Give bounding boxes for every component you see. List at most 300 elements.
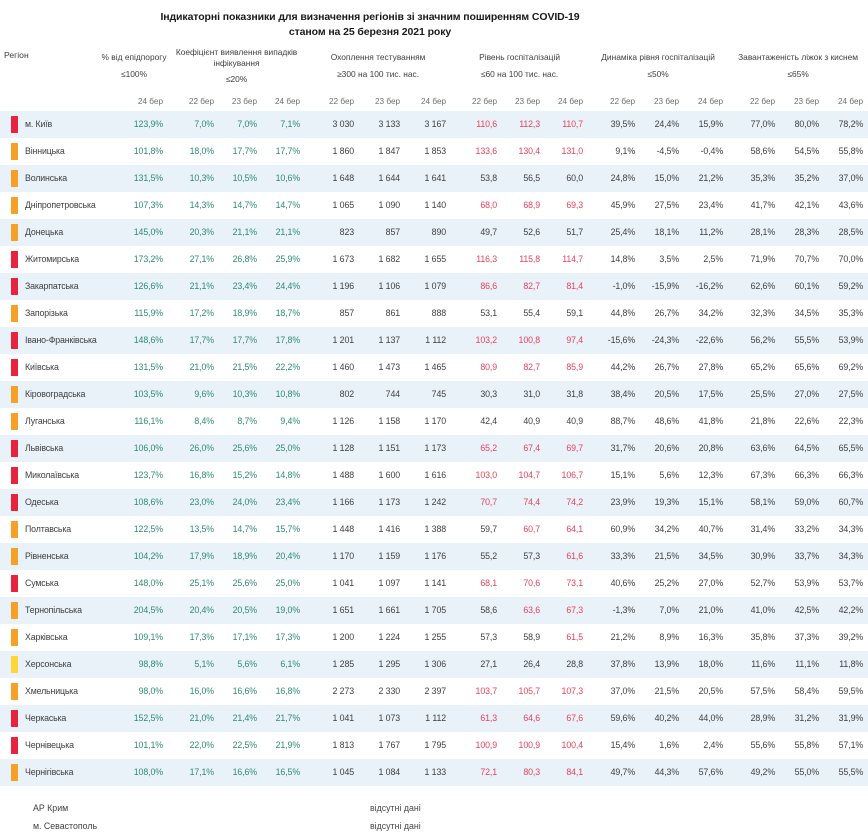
gap [168, 516, 176, 543]
hospitalization-dynamics-value-0: 59,6% [610, 713, 636, 723]
date-header-dyn-24: 24 бер [697, 96, 724, 106]
hospitalization-level-value-2: 73,1 [566, 578, 584, 588]
table-row[interactable] [0, 273, 868, 300]
gap [728, 678, 736, 705]
oxygen-beds-load-value-1: 35,2% [794, 173, 820, 183]
hospitalization-dynamics-value-1: 7,0% [659, 605, 680, 615]
detection-rate-value-1: 23,4% [232, 281, 258, 291]
risk-level-marker-cell [0, 489, 22, 516]
detection-rate-value-2: 10,8% [275, 389, 301, 399]
oxygen-beds-load-value-0: 55,6% [750, 740, 776, 750]
gap [728, 192, 736, 219]
detection-rate-value-0: 20,4% [189, 605, 215, 615]
hospitalization-dynamics-value-2: 44,0% [698, 713, 724, 723]
footer-row-sevastopol [0, 817, 740, 835]
risk-level-marker-cell [0, 300, 22, 327]
group-title-epi: % від епідпорогу [101, 52, 167, 63]
table-row[interactable] [0, 624, 868, 651]
hospitalization-level-value-1: 58,9 [523, 632, 541, 642]
oxygen-beds-load-value-1: 65,6% [794, 362, 820, 372]
risk-level-marker-orange [11, 413, 18, 430]
hospitalization-level-value-2: 106,7 [561, 470, 584, 480]
table-row[interactable] [0, 219, 868, 246]
gap [305, 192, 313, 219]
testing-coverage-value-2: 1 705 [424, 605, 447, 615]
hospitalization-level-value-0: 65,2 [480, 443, 498, 453]
risk-level-marker-yellow [11, 656, 18, 673]
hospitalization-level-value-2: 97,4 [566, 335, 584, 345]
hospitalization-level-value-1: 70,6 [523, 578, 541, 588]
group-criterion-epi: ≤100% [121, 68, 148, 79]
table-row[interactable] [0, 543, 868, 570]
testing-coverage-value-1: 1 600 [378, 470, 401, 480]
hospitalization-dynamics-value-0: 88,7% [610, 416, 636, 426]
detection-rate-value-1: 24,0% [232, 497, 258, 507]
gap [305, 705, 313, 732]
risk-level-marker-orange [11, 548, 18, 565]
gap [451, 300, 459, 327]
gap [728, 759, 736, 786]
risk-level-marker-red [11, 494, 18, 511]
oxygen-beds-load-value-2: 31,9% [838, 713, 864, 723]
hospitalization-dynamics-value-1: 1,6% [659, 740, 680, 750]
gap [305, 516, 313, 543]
gap [168, 408, 176, 435]
gap [305, 111, 313, 138]
table-row[interactable] [0, 489, 868, 516]
group-criterion-dynamics: ≤50% [647, 68, 669, 79]
testing-coverage-value-2: 1 853 [424, 146, 447, 156]
detection-rate-value-1: 20,5% [232, 605, 258, 615]
hospitalization-level-value-2: 69,3 [566, 200, 584, 210]
gap [588, 86, 596, 111]
gap [168, 759, 176, 786]
hospitalization-dynamics-value-1: 26,7% [654, 308, 680, 318]
hospitalization-dynamics-value-0: 40,6% [610, 578, 636, 588]
detection-rate-value-0: 7,0% [194, 119, 215, 129]
testing-coverage-value-0: 2 273 [332, 686, 355, 696]
gap [451, 192, 459, 219]
gap [168, 165, 176, 192]
gap [451, 273, 459, 300]
gap [588, 570, 596, 597]
detection-rate-value-2: 16,8% [275, 686, 301, 696]
testing-coverage-value-1: 1 090 [378, 200, 401, 210]
hospitalization-dynamics-value-2: 20,8% [698, 443, 724, 453]
region-name: Вінницька [25, 146, 65, 156]
footer-region-note: відсутні дані [370, 820, 421, 831]
testing-coverage-value-2: 1 388 [424, 524, 447, 534]
epi-threshold-value: 108,0% [133, 767, 164, 777]
region-name: Рівненська [25, 551, 69, 561]
hospitalization-level-value-2: 84,1 [566, 767, 584, 777]
table-row[interactable] [0, 354, 868, 381]
detection-rate-value-0: 21,0% [189, 362, 215, 372]
detection-rate-value-1: 25,6% [232, 443, 258, 453]
oxygen-beds-load-value-2: 34,3% [838, 551, 864, 561]
gap [168, 651, 176, 678]
gap [728, 462, 736, 489]
oxygen-beds-load-value-0: 25,5% [750, 389, 776, 399]
table-row[interactable] [0, 462, 868, 489]
hospitalization-dynamics-value-2: 2,5% [703, 254, 724, 264]
gap [168, 86, 176, 111]
region-name: Донецька [25, 227, 64, 237]
detection-rate-value-0: 13,5% [189, 524, 215, 534]
epi-threshold-value: 101,1% [133, 740, 164, 750]
detection-rate-value-1: 15,2% [232, 470, 258, 480]
hospitalization-level-value-2: 85,9 [566, 362, 584, 372]
date-header-detection-22: 22 бер [188, 96, 215, 106]
gap [305, 354, 313, 381]
testing-coverage-value-2: 2 397 [424, 686, 447, 696]
oxygen-beds-load-value-2: 59,2% [838, 281, 864, 291]
gap [305, 543, 313, 570]
hospitalization-dynamics-value-1: 40,2% [654, 713, 680, 723]
oxygen-beds-load-value-1: 42,5% [794, 605, 820, 615]
hospitalization-level-value-1: 68,9 [523, 200, 541, 210]
oxygen-beds-load-value-2: 55,5% [838, 767, 864, 777]
region-name: Черкаська [25, 713, 67, 723]
testing-coverage-value-2: 1 641 [424, 173, 447, 183]
epi-threshold-value: 116,1% [134, 416, 164, 426]
table-row[interactable] [0, 192, 868, 219]
oxygen-beds-load-value-2: 43,6% [838, 200, 864, 210]
gap [305, 678, 313, 705]
detection-rate-value-2: 10,6% [275, 173, 301, 183]
testing-coverage-value-1: 744 [385, 389, 401, 399]
risk-level-marker-orange [11, 170, 18, 187]
oxygen-beds-load-value-1: 70,7% [794, 254, 820, 264]
oxygen-beds-load-value-1: 42,1% [794, 200, 820, 210]
hospitalization-level-value-0: 103,7 [475, 686, 498, 696]
risk-level-marker-cell [0, 435, 22, 462]
table-row[interactable] [0, 597, 868, 624]
oxygen-beds-load-value-2: 60,7% [838, 497, 864, 507]
risk-level-marker-cell [0, 165, 22, 192]
gap [588, 678, 596, 705]
gap [588, 354, 596, 381]
group-title-testing: Охоплення тестуванням [330, 52, 426, 63]
testing-coverage-value-2: 888 [431, 308, 447, 318]
detection-rate-value-1: 10,5% [232, 173, 258, 183]
gap [728, 219, 736, 246]
detection-rate-value-0: 8,4% [194, 416, 215, 426]
hospitalization-level-value-1: 31,0 [523, 389, 541, 399]
risk-level-marker-cell [0, 111, 22, 138]
detection-rate-value-0: 16,0% [189, 686, 215, 696]
hospitalization-dynamics-value-2: 20,5% [698, 686, 724, 696]
hospitalization-dynamics-value-1: 48,6% [654, 416, 680, 426]
hospitalization-level-value-0: 100,9 [475, 740, 498, 750]
hospitalization-level-value-0: 27,1 [480, 659, 498, 669]
hospitalization-dynamics-value-2: 57,6% [698, 767, 724, 777]
detection-rate-value-1: 8,7% [237, 416, 258, 426]
testing-coverage-value-1: 1 473 [378, 362, 401, 372]
gap [728, 273, 736, 300]
hospitalization-level-value-1: 82,7 [523, 362, 541, 372]
testing-coverage-value-0: 1 041 [332, 578, 355, 588]
gap [728, 597, 736, 624]
table-row[interactable] [0, 732, 868, 759]
hospitalization-level-value-2: 110,7 [562, 119, 584, 129]
table-body [0, 111, 868, 786]
gap [588, 651, 596, 678]
testing-coverage-value-0: 1 126 [332, 416, 355, 426]
hospitalization-dynamics-value-1: 19,3% [654, 497, 680, 507]
testing-coverage-value-0: 1 860 [332, 146, 355, 156]
hospitalization-dynamics-value-0: 37,0% [610, 686, 636, 696]
group-criterion-beds: ≤65% [787, 68, 809, 79]
group-header-epi [100, 47, 168, 86]
gap [168, 111, 176, 138]
gap [588, 597, 596, 624]
gap [305, 300, 313, 327]
oxygen-beds-load-value-0: 41,7% [750, 200, 776, 210]
oxygen-beds-load-value-1: 80,0% [794, 119, 820, 129]
detection-rate-value-2: 17,7% [275, 146, 301, 156]
risk-level-marker-cell [0, 462, 22, 489]
testing-coverage-value-2: 1 141 [424, 578, 447, 588]
group-header-testing [305, 47, 451, 86]
testing-coverage-value-0: 1 673 [332, 254, 355, 264]
detection-rate-value-1: 22,5% [232, 740, 258, 750]
date-header-row [0, 86, 868, 111]
hospitalization-level-value-2: 31,8 [566, 389, 584, 399]
gap [168, 597, 176, 624]
hospitalization-dynamics-value-2: -0,4% [700, 146, 724, 156]
gap [728, 435, 736, 462]
detection-rate-value-2: 9,4% [280, 416, 301, 426]
detection-rate-value-2: 20,4% [275, 551, 301, 561]
oxygen-beds-load-value-1: 66,3% [794, 470, 820, 480]
gap [588, 435, 596, 462]
gap [168, 624, 176, 651]
gap [588, 516, 596, 543]
hospitalization-dynamics-value-0: 15,4% [610, 740, 636, 750]
oxygen-beds-load-value-1: 22,6% [794, 416, 820, 426]
risk-level-marker-cell [0, 732, 22, 759]
gap [728, 624, 736, 651]
hospitalization-dynamics-value-1: 27,5% [654, 200, 680, 210]
testing-coverage-value-2: 890 [431, 227, 447, 237]
hospitalization-dynamics-value-1: 15,0% [654, 173, 680, 183]
hospitalization-level-value-0: 59,7 [480, 524, 498, 534]
gap [728, 705, 736, 732]
oxygen-beds-load-value-2: 42,2% [838, 605, 864, 615]
detection-rate-value-0: 10,3% [189, 173, 215, 183]
hospitalization-dynamics-value-2: 41,8% [698, 416, 724, 426]
table-row[interactable] [0, 705, 868, 732]
detection-rate-value-1: 16,6% [232, 767, 258, 777]
table-row[interactable] [0, 111, 868, 138]
hospitalization-level-value-0: 49,7 [480, 227, 498, 237]
gap [588, 705, 596, 732]
risk-level-marker-cell [0, 651, 22, 678]
table-row[interactable] [0, 165, 868, 192]
oxygen-beds-load-value-1: 28,3% [794, 227, 820, 237]
oxygen-beds-load-value-2: 53,9% [838, 335, 864, 345]
hospitalization-dynamics-value-1: 25,2% [654, 578, 680, 588]
oxygen-beds-load-value-0: 57,5% [750, 686, 776, 696]
hospitalization-level-value-1: 57,3 [523, 551, 541, 561]
table-row[interactable] [0, 246, 868, 273]
oxygen-beds-load-value-0: 52,7% [750, 578, 776, 588]
gap [588, 489, 596, 516]
gap [451, 651, 459, 678]
hospitalization-level-value-0: 55,2 [480, 551, 498, 561]
table-row[interactable] [0, 651, 868, 678]
gap [728, 138, 736, 165]
testing-coverage-value-2: 1 112 [425, 713, 447, 723]
table-row[interactable] [0, 138, 868, 165]
risk-level-marker-cell [0, 705, 22, 732]
region-name: Миколаївська [25, 470, 80, 480]
date-header-hosp-22: 22 бер [471, 96, 498, 106]
detection-rate-value-1: 26,8% [232, 254, 258, 264]
detection-rate-value-1: 18,9% [232, 308, 258, 318]
oxygen-beds-load-value-1: 55,8% [794, 740, 820, 750]
epi-threshold-value: 108,6% [133, 497, 164, 507]
gap [728, 354, 736, 381]
hospitalization-dynamics-value-1: 20,5% [654, 389, 680, 399]
table-row[interactable] [0, 408, 868, 435]
oxygen-beds-load-value-1: 34,5% [794, 308, 820, 318]
testing-coverage-value-1: 1 159 [378, 551, 401, 561]
detection-rate-value-2: 7,1% [280, 119, 301, 129]
gap [588, 327, 596, 354]
hospitalization-dynamics-value-2: 21,0% [698, 605, 724, 615]
hospitalization-dynamics-value-0: 23,9% [610, 497, 636, 507]
detection-rate-value-0: 9,6% [194, 389, 215, 399]
title-line-2: станом на 25 березня 2021 року [288, 26, 452, 38]
gap [728, 543, 736, 570]
region-name: Сумська [25, 578, 59, 588]
gap [168, 570, 176, 597]
detection-rate-value-1: 18,9% [232, 551, 258, 561]
table-row[interactable] [0, 300, 868, 327]
hospitalization-dynamics-value-0: 24,8% [610, 173, 636, 183]
testing-coverage-value-1: 1 767 [378, 740, 401, 750]
detection-rate-value-1: 10,3% [232, 389, 258, 399]
hospitalization-level-value-1: 64,6 [523, 713, 541, 723]
group-criterion-detection: ≤20% [225, 74, 248, 84]
testing-coverage-value-0: 1 285 [332, 659, 355, 669]
detection-rate-value-1: 17,7% [232, 335, 258, 345]
epi-threshold-value: 106,0% [133, 443, 164, 453]
gap [451, 489, 459, 516]
gap [168, 138, 176, 165]
testing-coverage-value-1: 2 330 [378, 686, 401, 696]
oxygen-beds-load-value-0: 30,9% [750, 551, 776, 561]
region-name: Кіровоградська [25, 389, 86, 399]
gap [451, 111, 459, 138]
oxygen-beds-load-value-0: 58,6% [750, 146, 776, 156]
hospitalization-dynamics-value-0: 38,4% [610, 389, 636, 399]
epi-threshold-value: 98,0% [138, 686, 164, 696]
gap [168, 435, 176, 462]
oxygen-beds-load-value-2: 22,3% [838, 416, 864, 426]
date-header-detection-23: 23 бер [231, 96, 258, 106]
detection-rate-value-2: 17,3% [275, 632, 301, 642]
oxygen-beds-load-value-1: 64,5% [794, 443, 820, 453]
gap [168, 489, 176, 516]
testing-coverage-value-0: 1 200 [332, 632, 355, 642]
gap [588, 624, 596, 651]
epi-threshold-value: 115,9% [134, 308, 164, 318]
gap [168, 732, 176, 759]
gap [305, 219, 313, 246]
title-line-1: Індикаторні показники для визначення регіонів зі значним поширенням COVID-19 [160, 11, 580, 23]
date-header-hosp-23: 23 бер [514, 96, 541, 106]
table-row[interactable] [0, 435, 868, 462]
gap [588, 246, 596, 273]
hospitalization-level-value-1: 67,4 [523, 443, 541, 453]
gap [728, 165, 736, 192]
group-criterion-hospitalization: ≤60 на 100 тис. нас. [480, 68, 559, 79]
detection-rate-value-0: 17,1% [189, 767, 215, 777]
table-row[interactable] [0, 327, 868, 354]
risk-level-marker-cell [0, 759, 22, 786]
testing-coverage-value-0: 1 488 [332, 470, 355, 480]
region-name: Чернігівська [25, 767, 74, 777]
region-name: Полтавська [25, 524, 71, 534]
risk-level-marker-red [11, 467, 18, 484]
gap [451, 246, 459, 273]
hospitalization-level-value-1: 74,4 [523, 497, 541, 507]
testing-coverage-value-2: 1 465 [424, 362, 447, 372]
date-header-testing-24: 24 бер [420, 96, 447, 106]
group-title-beds: Завантаженість ліжок з киснем [738, 52, 859, 63]
gap [588, 543, 596, 570]
hospitalization-level-value-1: 40,9 [523, 416, 541, 426]
risk-level-marker-cell [0, 327, 22, 354]
table-row[interactable] [0, 570, 868, 597]
detection-rate-value-0: 21,0% [189, 713, 215, 723]
gap [168, 462, 176, 489]
table-row[interactable] [0, 516, 868, 543]
hospitalization-level-value-2: 51,7 [566, 227, 584, 237]
date-header-beds-22: 22 бер [749, 96, 776, 106]
epi-threshold-value: 145,0% [133, 227, 164, 237]
detection-rate-value-2: 25,0% [275, 443, 301, 453]
oxygen-beds-load-value-1: 55,0% [794, 767, 820, 777]
table-row[interactable] [0, 759, 868, 786]
gap [728, 516, 736, 543]
gap [305, 597, 313, 624]
testing-coverage-value-0: 1 065 [332, 200, 355, 210]
hospitalization-level-value-2: 100,4 [561, 740, 584, 750]
hospitalization-level-value-0: 72,1 [480, 767, 498, 777]
group-header-beds [728, 47, 868, 86]
table-row[interactable] [0, 678, 868, 705]
gap [168, 219, 176, 246]
risk-level-marker-cell [0, 570, 22, 597]
hospitalization-dynamics-value-2: 34,5% [698, 551, 724, 561]
testing-coverage-value-1: 861 [385, 308, 401, 318]
hospitalization-level-value-1: 105,7 [518, 686, 541, 696]
detection-rate-value-0: 23,0% [189, 497, 215, 507]
risk-level-marker-cell [0, 246, 22, 273]
table-row[interactable] [0, 381, 868, 408]
group-title-detection: Коефіцієнт виявлення випадків інфікування [175, 47, 298, 68]
hospitalization-level-value-2: 69,7 [566, 443, 584, 453]
detection-rate-value-1: 14,7% [232, 200, 258, 210]
gap [305, 138, 313, 165]
gap [451, 624, 459, 651]
oxygen-beds-load-value-2: 69,2% [838, 362, 864, 372]
gap [588, 219, 596, 246]
